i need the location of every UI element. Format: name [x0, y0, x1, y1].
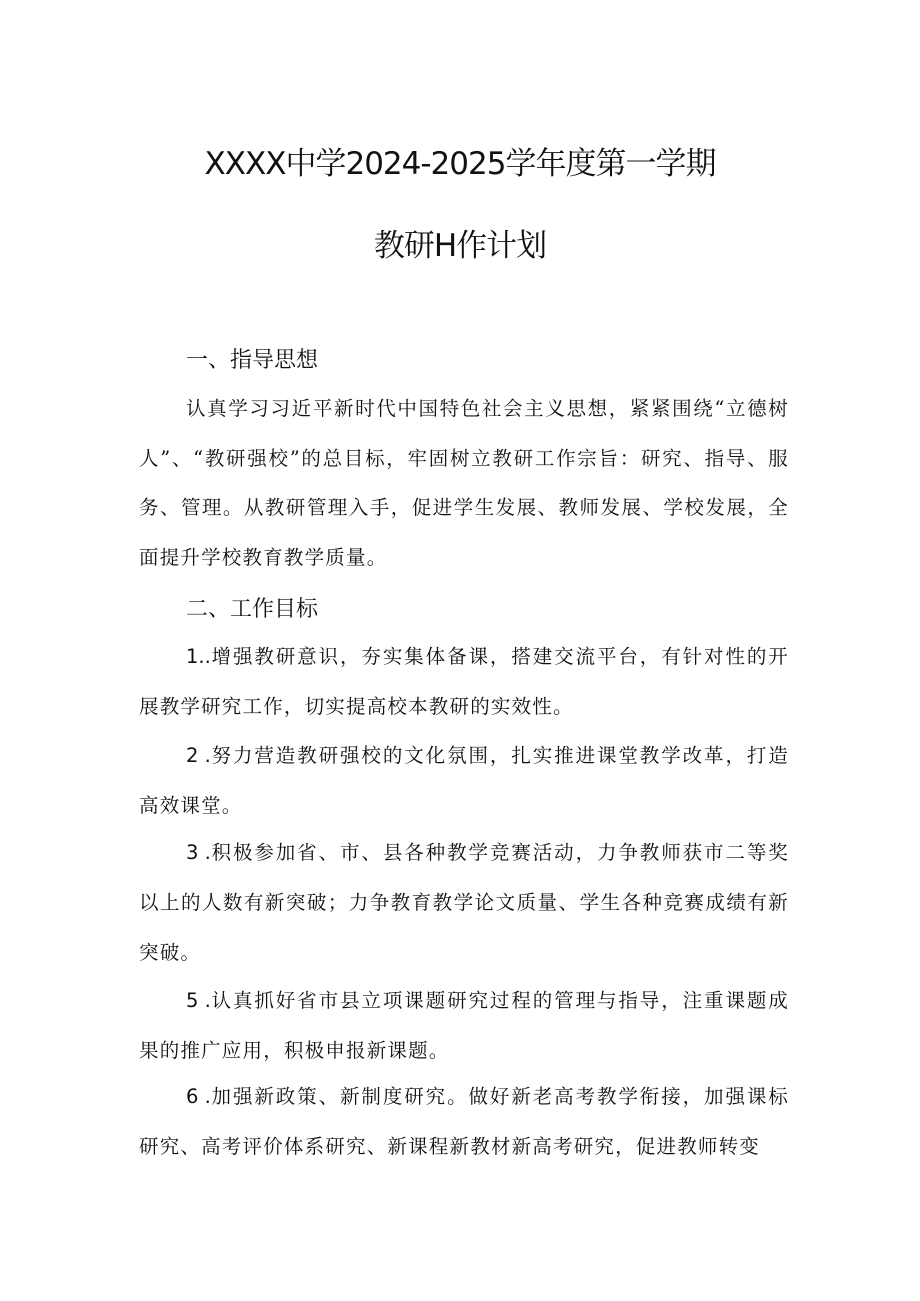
goal-item-number: 5 .	[186, 989, 211, 1012]
document-title-line2: 教研H作计划	[373, 228, 547, 264]
goal-item	[139, 632, 789, 732]
goal-item	[139, 1072, 789, 1172]
goal-item-number: 6 .	[186, 1085, 211, 1108]
goal-item-text: 认真抓好省市县立项课题研究过程的管理与指导，注重课题成果的推广应用，积极申报新课题。	[139, 989, 789, 1062]
section-paragraph-guiding-ideology: 认真学习习近平新时代中国特色社会主义思想，紧紧围绕“立德树人”、“教研强校”的总目标，牢固树立教研工作宗旨：研究、指导、服务、管理。从教研管理入手，促进学生发展、教师发展、学校发展，全面提升学校教育教学质量。	[139, 397, 789, 569]
goal-item-text: 增强教研意识，夯实集体备课，搭建交流平台，有针对性的开展教学研究工作，切实提高校本教研的实效性。	[139, 645, 789, 718]
goal-item-text: 加强新政策、新制度研究。做好新老高考教学衔接，加强课标研究、高考评价体系研究、新课程新教材新高考研究，促进教师转变	[139, 1085, 789, 1158]
goal-item-number: 2 .	[186, 744, 211, 767]
goal-item-number: 3 .	[186, 841, 211, 864]
goal-item	[139, 828, 789, 978]
section-heading-guiding-ideology: 一、指导思想	[186, 348, 319, 373]
goal-item-text: 努力营造教研强校的文化氛围，扎实推进课堂教学改革，打造高效课堂。	[139, 744, 789, 817]
section-heading-work-goals: 二、工作目标	[186, 597, 319, 622]
goal-item-number: 1..	[186, 645, 211, 668]
goal-item	[139, 976, 789, 1076]
goal-item	[139, 731, 789, 831]
goal-item-text: 积极参加省、市、县各种教学竞赛活动，力争教师获市二等奖以上的人数有新突破；力争教育教学论文质量、学生各种竞赛成绩有新突破。	[139, 841, 789, 964]
document-title-line1: XXXX中学2024-2025学年度第一学期	[204, 146, 716, 182]
